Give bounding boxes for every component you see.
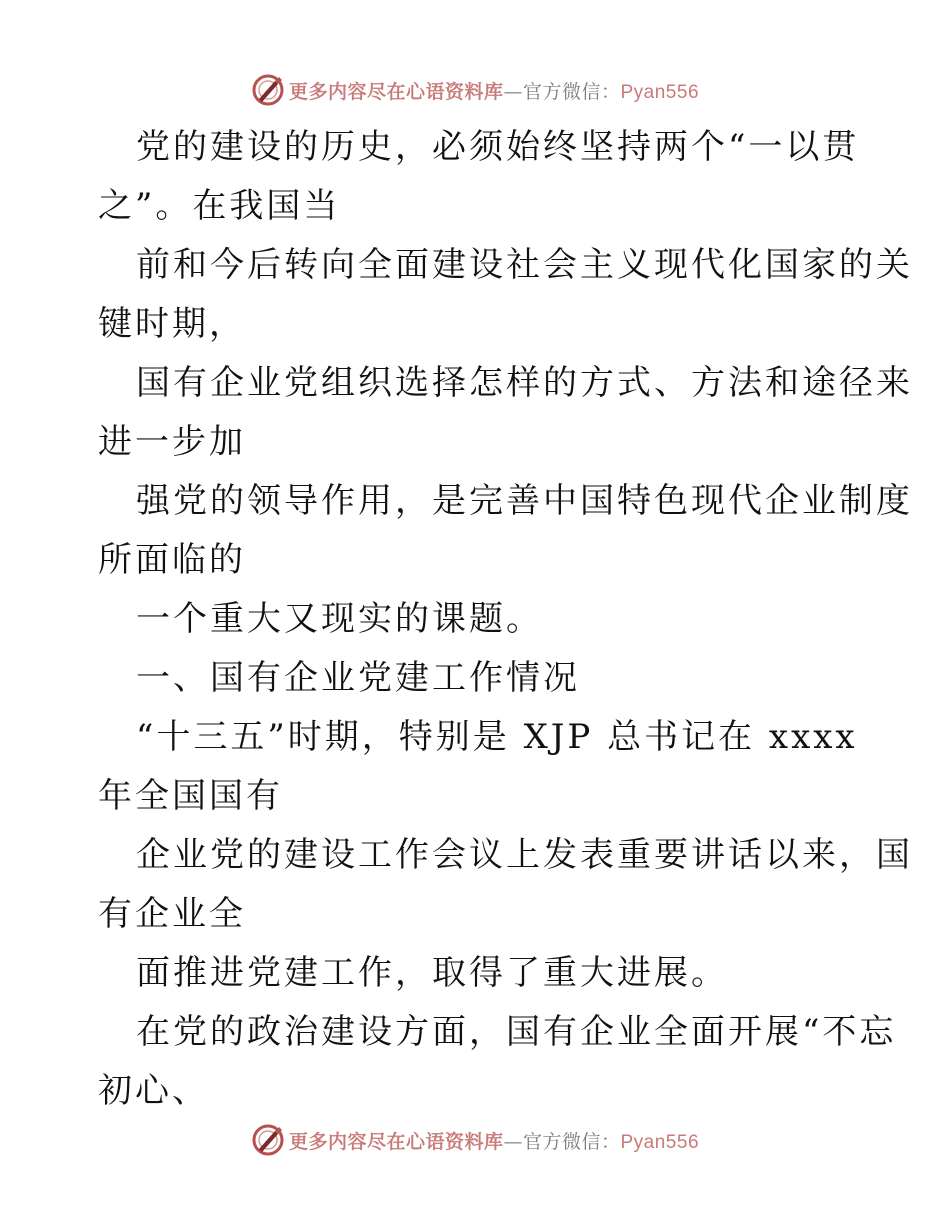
text-line: 所面临的 [98,540,246,580]
text-line: 键时期， [98,304,246,344]
section-heading: 一、国有企业党建工作情况 [136,658,580,698]
banner-official-label: 官方微信： [522,1130,621,1153]
document-body [98,118,913,1121]
text-line: 有企业全 [98,894,246,934]
text-line: 党的建设的历史，必须始终坚持两个“一以贯 [136,127,860,167]
banner-separator: — [503,80,523,103]
banner-brand: 更多内容尽在心语资料库 [288,80,504,103]
text-line: 企业党的建设工作会议上发表重要讲话以来，国 [136,835,913,875]
text-line: 初心、 [98,1071,209,1111]
text-line: 面推进党建工作，取得了重大进展。 [136,953,728,993]
footer-banner [0,1120,950,1160]
header-banner [0,70,950,110]
seal-pen-icon [251,73,285,107]
banner-official-label: 官方微信： [522,80,621,103]
banner-text [289,1127,699,1154]
text-line: 国有企业党组织选择怎样的方式、方法和途径来 [136,363,913,403]
banner-wechat-id: Pyan556 [620,1131,700,1153]
seal-pen-icon [251,1123,285,1157]
text-line: 年全国国有 [98,776,283,816]
text-line: 之”。在我国当 [98,186,341,226]
text-line: 强党的领导作用，是完善中国特色现代企业制度 [136,481,913,521]
text-line: 进一步加 [98,422,246,462]
text-line: 在党的政治建设方面，国有企业全面开展“不忘 [136,1012,897,1052]
text-line: “十三五”时期，特别是 XJP 总书记在 xxxx [136,717,858,757]
banner-brand: 更多内容尽在心语资料库 [288,1130,504,1153]
banner-separator: — [503,1130,523,1153]
banner-text [289,77,699,104]
banner-wechat-id: Pyan556 [620,81,700,103]
text-line: 一个重大又现实的课题。 [136,599,543,639]
text-line: 前和今后转向全面建设社会主义现代化国家的关 [136,245,913,285]
